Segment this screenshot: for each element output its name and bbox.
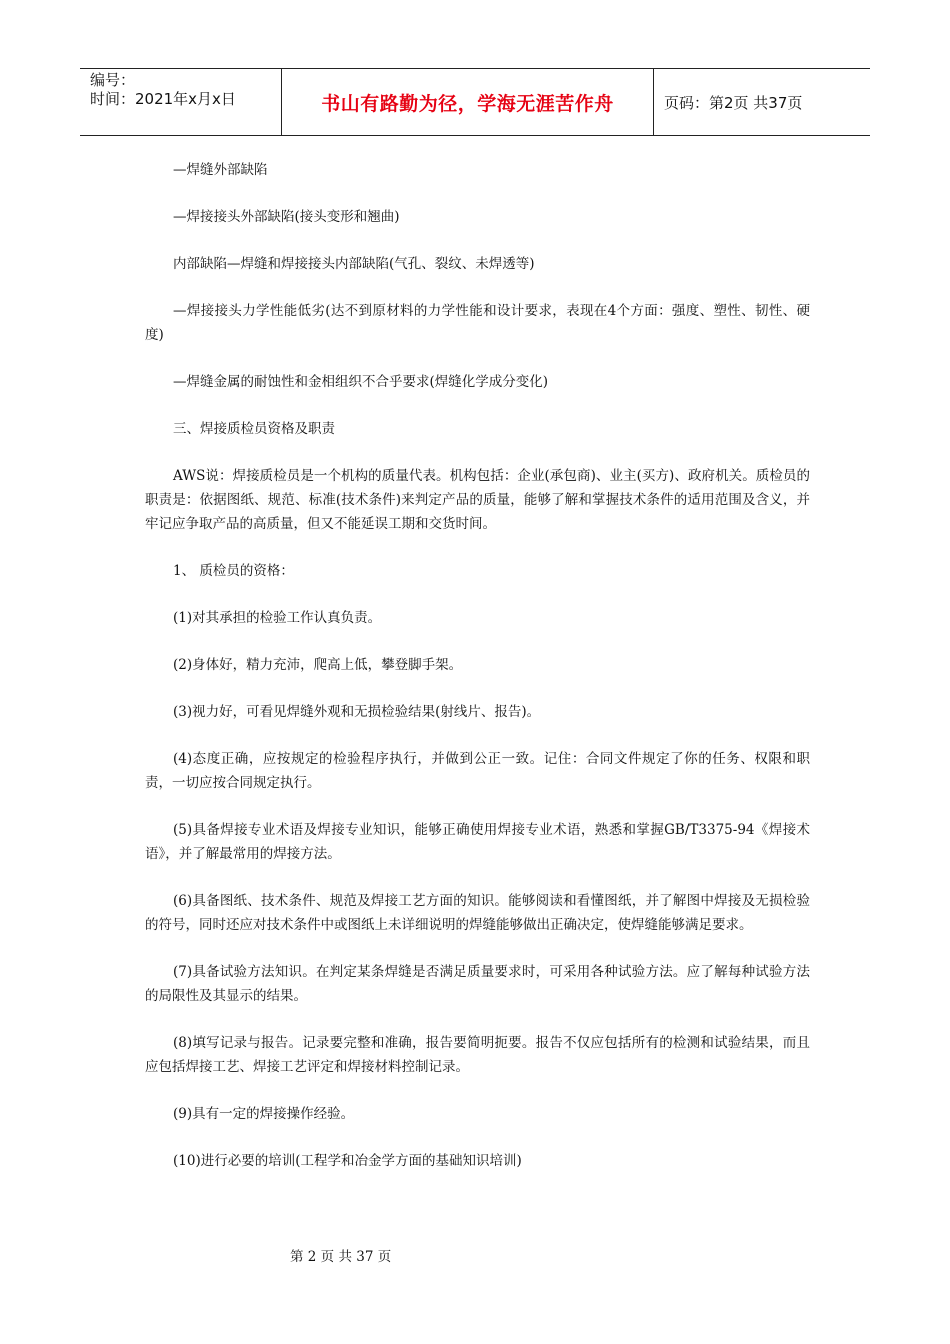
document-body [145, 158, 810, 1196]
header-motto: 书山有路勤为径，学海无涯苦作舟 [282, 69, 654, 135]
document-number-label: 编号： [90, 71, 136, 89]
paragraph: —焊缝金属的耐蚀性和金相组织不合乎要求(焊缝化学成分变化) [173, 374, 549, 390]
paragraph: —焊接接头外部缺陷(接头变形和翘曲) [173, 209, 400, 225]
header-page-info: 页码：第2页 共37页 [664, 93, 803, 112]
list-item: (9)具有一定的焊接操作经验。 [173, 1106, 355, 1122]
list-item: (3)视力好，可看见焊缝外观和无损检验结果(射线片、报告)。 [173, 704, 541, 720]
list-item: (7)具备试验方法知识。在判定某条焊缝是否满足质量要求时，可采用各种试验方法。应了解每种试验方法的局限性及其显示的结果。 [145, 964, 810, 1004]
list-item: (2)身体好，精力充沛，爬高上低，攀登脚手架。 [173, 657, 463, 673]
paragraph: AWS说：焊接质检员是一个机构的质量代表。机构包括：企业(承包商)、业主(买方)、政府机关。质检员的职责是：依据图纸、规范、标准(技术条件)来判定产品的质量，能够了解和掌握技术条件的适用范围及含义，并牢记应争取产品的高质量，但又不能延误工期和交货时间。 [145, 468, 810, 532]
header-meta [80, 69, 282, 135]
page-header [80, 68, 870, 136]
list-item: (10)进行必要的培训(工程学和冶金学方面的基础知识培训) [173, 1153, 522, 1169]
document-date: 时间：2021年x月x日 [90, 90, 236, 108]
list-item: (8)填写记录与报告。记录要完整和准确，报告要简明扼要。报告不仅应包括所有的检测和试验结果，而且应包括焊接工艺、焊接工艺评定和焊接材料控制记录。 [145, 1035, 810, 1075]
page-footer: 第 2 页 共 37 页 [290, 1249, 392, 1265]
section-heading: 三、焊接质检员资格及职责 [173, 421, 335, 437]
list-item: (1)对其承担的检验工作认真负责。 [173, 610, 382, 626]
paragraph: —焊接接头力学性能低劣(达不到原材料的力学性能和设计要求，表现在4个方面：强度、塑性、韧性、硬度) [145, 303, 810, 343]
paragraph: 内部缺陷—焊缝和焊接接头内部缺陷(气孔、裂纹、未焊透等) [173, 256, 535, 272]
list-item: (4)态度正确，应按规定的检验程序执行，并做到公正一致。记住：合同文件规定了你的任务、权限和职责，一切应按合同规定执行。 [145, 751, 810, 791]
paragraph: —焊缝外部缺陷 [173, 162, 268, 178]
list-item: (5)具备焊接专业术语及焊接专业知识，能够正确使用焊接专业术语，熟悉和掌握GB/T3375-94《焊接术语》，并了解最常用的焊接方法。 [145, 822, 810, 862]
list-item: (6)具备图纸、技术条件、规范及焊接工艺方面的知识。能够阅读和看懂图纸，并了解图中焊接及无损检验的符号，同时还应对技术条件中或图纸上未详细说明的焊缝能够做出正确决定，使焊缝能够满足要求。 [145, 893, 810, 933]
subsection-heading: 1、 质检员的资格： [173, 563, 294, 579]
